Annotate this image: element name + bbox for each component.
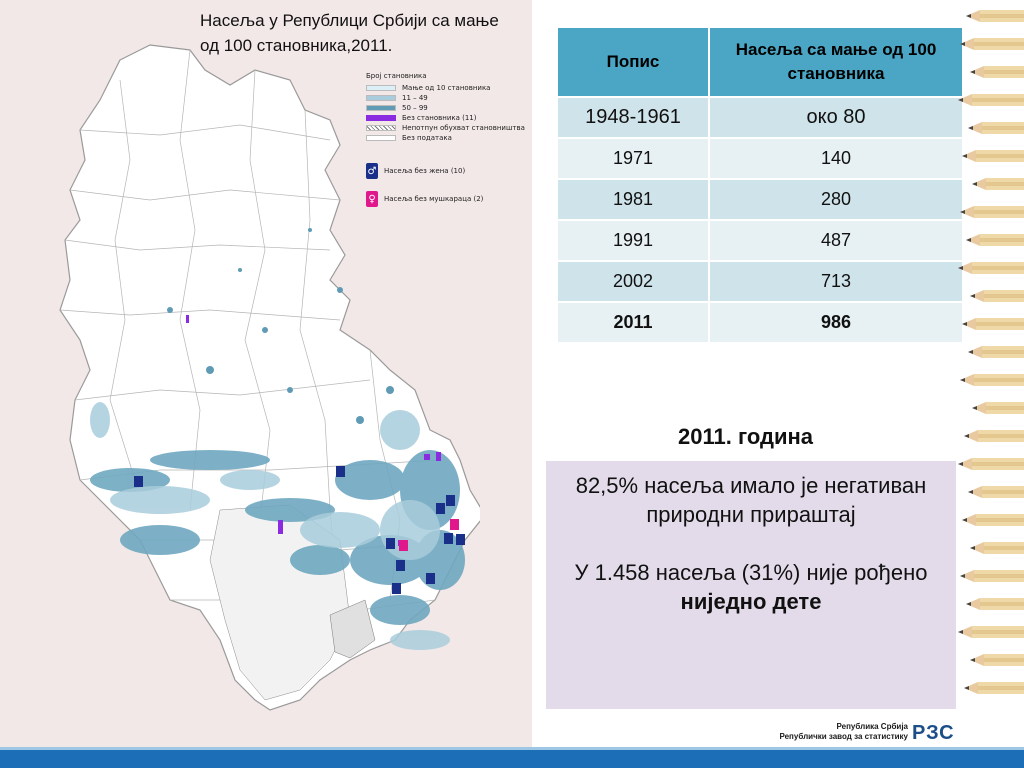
info-text-growth: 82,5% насеља имало је негативан природни прираштај bbox=[575, 473, 927, 527]
info-births-prefix: У 1.458 насеља (31%) није рођено bbox=[574, 560, 928, 585]
cell-value: 280 bbox=[709, 179, 963, 220]
map-title: Насеља у Републици Србији са мање од 100 становника,2011. bbox=[200, 11, 499, 55]
table-header-row bbox=[557, 27, 963, 97]
footer-org bbox=[778, 722, 908, 742]
legend-label: Мање од 10 становника bbox=[402, 84, 491, 92]
male-person-icon: ♂ bbox=[366, 163, 378, 179]
legend-label: Непотпун обухват становништва bbox=[402, 124, 525, 132]
footer-org-line2: Републички завод за статистику bbox=[779, 732, 908, 741]
info-text-births bbox=[571, 558, 931, 616]
legend-no-men bbox=[366, 191, 526, 207]
legend-swatch bbox=[366, 115, 396, 121]
legend-label: Без становника (11) bbox=[402, 114, 477, 122]
cell-year: 1948-1961 bbox=[557, 97, 709, 138]
legend-item bbox=[366, 123, 526, 133]
pencils-decoration bbox=[956, 0, 1024, 748]
legend-no-women-label: Насеља без жена (10) bbox=[384, 167, 466, 175]
cell-value: 140 bbox=[709, 138, 963, 179]
cell-year: 1981 bbox=[557, 179, 709, 220]
cell-year: 2011 bbox=[557, 302, 709, 343]
rzs-logo: РЗС bbox=[912, 722, 955, 744]
year-heading: 2011. година bbox=[678, 424, 813, 449]
table-row bbox=[557, 220, 963, 261]
legend-no-men-label: Насеља без мушкараца (2) bbox=[384, 195, 484, 203]
table-row bbox=[557, 97, 963, 138]
legend-title: Број становника bbox=[366, 72, 427, 80]
legend-swatch bbox=[366, 135, 396, 141]
table-row bbox=[557, 138, 963, 179]
info-box bbox=[546, 461, 956, 709]
table-row bbox=[557, 302, 963, 343]
female-person-icon: ♀ bbox=[366, 191, 378, 207]
legend-item bbox=[366, 93, 526, 103]
cell-value: око 80 bbox=[709, 97, 963, 138]
cell-year: 1991 bbox=[557, 220, 709, 261]
legend-label: 11 – 49 bbox=[402, 94, 428, 102]
cell-value: 986 bbox=[709, 302, 963, 343]
column-header-census: Попис bbox=[557, 27, 709, 97]
cell-year: 2002 bbox=[557, 261, 709, 302]
legend-item bbox=[366, 83, 526, 93]
footer-org-line1: Република Србија bbox=[836, 722, 908, 731]
legend-item bbox=[366, 103, 526, 113]
cell-value: 487 bbox=[709, 220, 963, 261]
cell-value: 713 bbox=[709, 261, 963, 302]
legend-swatch bbox=[366, 105, 396, 111]
table-row bbox=[557, 261, 963, 302]
legend-no-women bbox=[366, 163, 526, 179]
legend-swatch bbox=[366, 95, 396, 101]
legend-item bbox=[366, 113, 526, 123]
info-births-emphasis: ниједно дете bbox=[680, 589, 822, 614]
legend-swatch bbox=[366, 85, 396, 91]
column-header-settlements: Насеља са мање од 100 становника bbox=[709, 27, 963, 97]
legend-label: Без података bbox=[402, 134, 452, 142]
footer-bar bbox=[0, 750, 1024, 768]
map-legend bbox=[366, 72, 526, 207]
cell-year: 1971 bbox=[557, 138, 709, 179]
legend-item bbox=[366, 133, 526, 143]
census-table bbox=[556, 26, 964, 344]
legend-label: 50 – 99 bbox=[402, 104, 428, 112]
legend-swatch bbox=[366, 125, 396, 131]
table-row bbox=[557, 179, 963, 220]
